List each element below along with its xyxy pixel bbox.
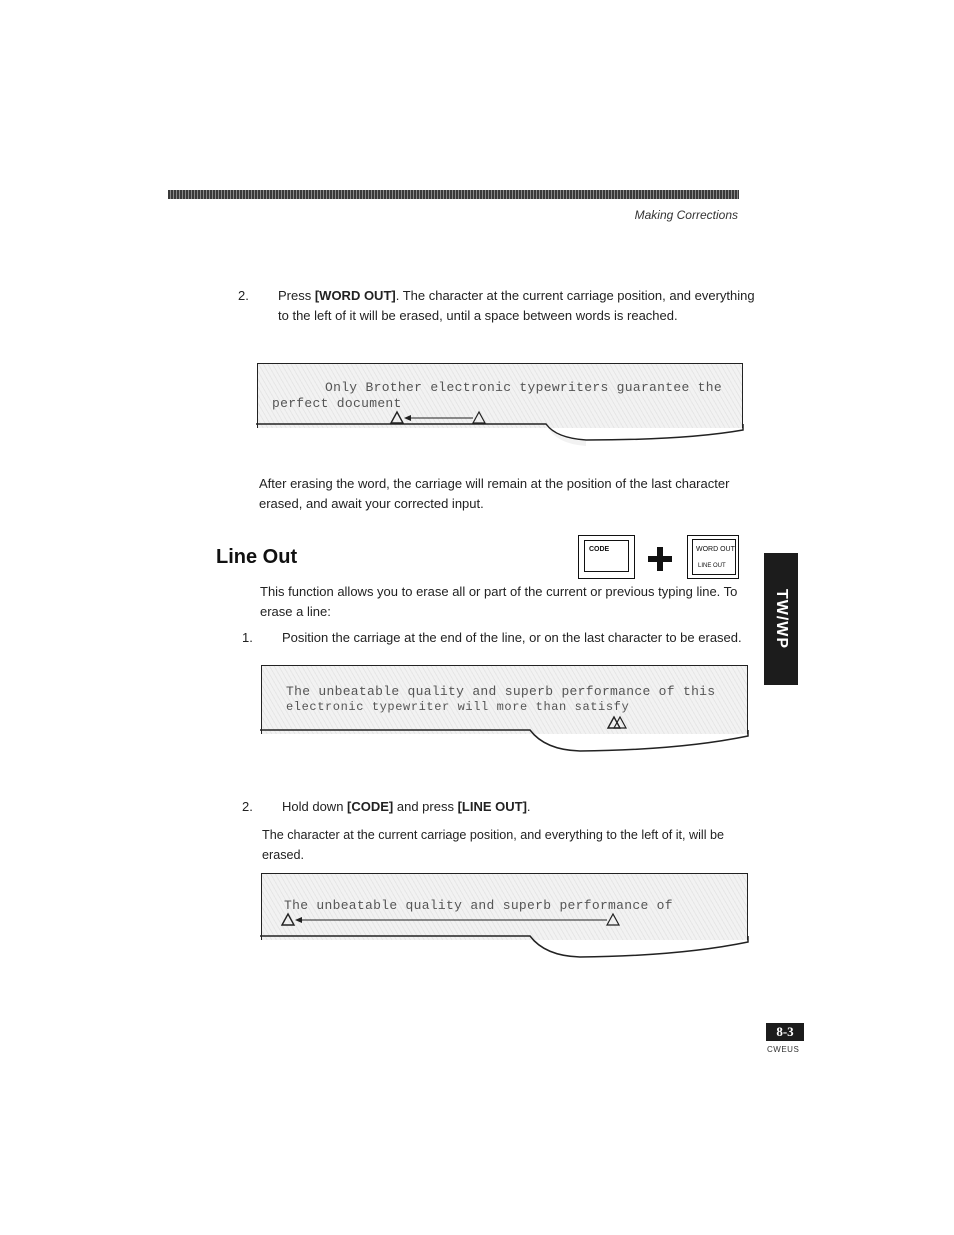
key-line-out-label: [LINE OUT] <box>457 799 527 814</box>
step-1: 1. Position the carriage at the end of the line, or on the last character to be erased. <box>262 628 764 648</box>
after-erasing-text: After erasing the word, the carriage will remain at the position of the last character erased, and await your corrected input. <box>259 476 730 511</box>
document-code: CWEUS <box>767 1045 800 1054</box>
step-number: 2. <box>238 288 249 303</box>
step-2: 2. Hold down [CODE] and press [LINE OUT]. <box>262 797 764 817</box>
section-title: Line Out <box>216 546 298 568</box>
step-number: 1. <box>242 630 253 645</box>
example-line-2: electronic typewriter will more than satisfy <box>286 700 630 714</box>
cursor-movement-arrow <box>281 912 627 928</box>
section-side-tab: TW/WP <box>764 553 798 685</box>
line-out-result: The character at the current carriage position, and everything to the left of it, will be erased. <box>262 828 725 862</box>
paper-curve <box>256 424 746 454</box>
example-line-1: Only Brother electronic typewriters guarantee the <box>325 380 722 395</box>
typewriter-example-3 <box>261 873 748 940</box>
page-number: 8-3 <box>766 1023 804 1041</box>
typewriter-example-2 <box>261 665 748 734</box>
plus-icon <box>646 545 674 573</box>
word-out-line-out-key: WORD OUT LINE OUT <box>687 535 739 579</box>
key-word-out-label: [WORD OUT] <box>314 288 396 303</box>
key-code-label: [CODE] <box>347 799 394 814</box>
cursor-movement-arrow <box>391 410 491 426</box>
cursor-marker <box>607 716 631 730</box>
step-word-out: 2. Press [WORD OUT]. The character at the current carriage position, and everything to the left of it will be erased, until a space between words is reached. <box>238 288 755 323</box>
line-out-intro: This function allows you to erase all or part of the current or previous typing line. To erase a line: <box>260 584 738 619</box>
typewriter-example-1 <box>257 363 743 428</box>
step-number: 2. <box>242 799 253 814</box>
paper-curve <box>260 936 752 966</box>
example-line-2: perfect document <box>272 396 402 411</box>
running-title: Making Corrections <box>634 208 738 222</box>
paper-curve <box>260 730 752 760</box>
code-key: CODE <box>578 535 635 579</box>
example-line-1: The unbeatable quality and superb performance of this <box>286 684 716 699</box>
example-line-1: The unbeatable quality and superb performance of <box>284 898 673 913</box>
header-rule <box>168 190 739 199</box>
